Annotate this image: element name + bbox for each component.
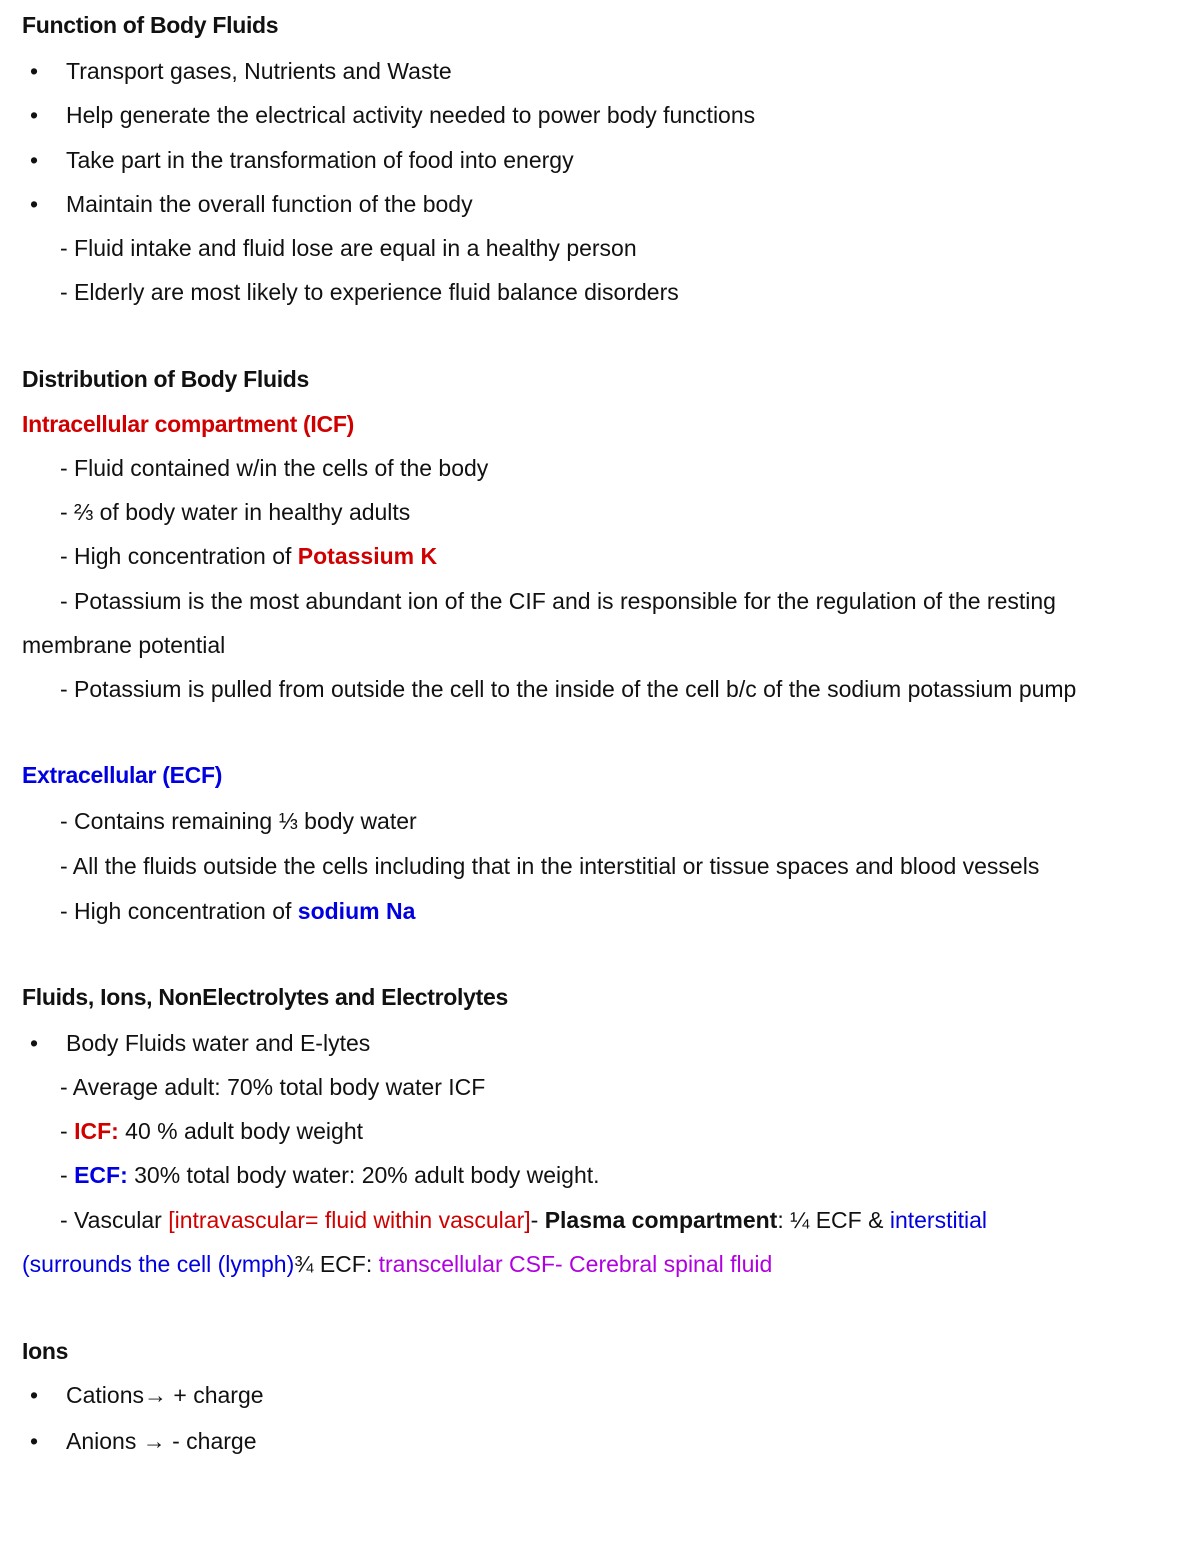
sub-item: - Fluid contained w/in the cells of the body — [60, 455, 489, 481]
potassium-highlight: Potassium K — [297, 543, 438, 569]
intravascular-note: [intravascular= fluid within vascular] — [168, 1207, 531, 1233]
sub-item: - Elderly are most likely to experience fluid balance disorders — [60, 279, 679, 305]
lymph-note: (surrounds the cell (lymph) — [22, 1251, 295, 1277]
sub-item-ecf: - ECF: 30% total body water: 20% adult body weight. — [60, 1162, 600, 1188]
list-item: • Transport gases, Nutrients and Waste — [22, 56, 452, 86]
sub-item: - All the fluids outside the cells including that in the interstitial or tissue spaces and blood vessels — [60, 853, 1040, 879]
interstitial-note: interstitial — [889, 1207, 987, 1233]
list-item: • Help generate the electrical activity needed to power body functions — [22, 100, 755, 130]
bullet-icon: • — [30, 1428, 39, 1454]
heading-fluids-ions-electrolytes: Fluids, Ions, NonElectrolytes and Electrolytes — [22, 984, 508, 1010]
sub-item-continuation: (surrounds the cell (lymph)¾ ECF: transcellular CSF- Cerebral spinal fluid — [22, 1251, 773, 1277]
list-item: • Anions → - charge — [22, 1426, 256, 1456]
sub-item: - Fluid intake and fluid lose are equal in a healthy person — [60, 235, 637, 261]
heading-function-of-body-fluids: Function of Body Fluids — [22, 12, 279, 38]
heading-extracellular: Extracellular (ECF) — [22, 762, 223, 788]
sub-item: - High concentration of Potassium K — [60, 543, 438, 569]
sub-item: - High concentration of sodium Na — [60, 898, 416, 924]
icf-label: ICF: — [74, 1118, 119, 1144]
list-item: • Cations→ + charge — [22, 1380, 264, 1410]
plasma-compartment-label: Plasma compartment — [544, 1207, 778, 1233]
sub-item-icf: - ICF: 40 % adult body weight — [60, 1118, 363, 1144]
sub-item: - Contains remaining ⅓ body water — [60, 808, 417, 834]
heading-distribution-of-body-fluids: Distribution of Body Fluids — [22, 366, 310, 392]
bullet-icon: • — [30, 1030, 39, 1056]
ecf-label: ECF: — [74, 1162, 128, 1188]
bullet-icon: • — [30, 1382, 39, 1408]
heading-intracellular-compartment: Intracellular compartment (ICF) — [22, 411, 354, 437]
bullet-icon: • — [30, 58, 39, 84]
sub-item-continuation: membrane potential — [22, 632, 226, 658]
bullet-icon: • — [30, 191, 39, 217]
sub-item: - Average adult: 70% total body water ICF — [60, 1074, 486, 1100]
list-item: • Maintain the overall function of the body — [22, 189, 473, 219]
sodium-highlight: sodium Na — [297, 898, 416, 924]
bullet-icon: • — [30, 147, 39, 173]
list-item: • Take part in the transformation of food into energy — [22, 145, 574, 175]
heading-ions: Ions — [22, 1338, 69, 1364]
sub-item: - Potassium is the most abundant ion of the CIF and is responsible for the regulation of the resting — [60, 588, 1056, 614]
sub-item: - ⅔ of body water in healthy adults — [60, 499, 411, 525]
sub-item-vascular: - Vascular [intravascular= fluid within vascular]- Plasma compartment: ¼ ECF & interstitial — [60, 1207, 987, 1233]
transcellular-note: transcellular CSF- Cerebral spinal fluid — [378, 1251, 773, 1277]
sub-item: - Potassium is pulled from outside the cell to the inside of the cell b/c of the sodium potassium pump — [60, 676, 1077, 702]
bullet-icon: • — [30, 102, 39, 128]
list-item: • Body Fluids water and E-lytes — [22, 1028, 370, 1058]
